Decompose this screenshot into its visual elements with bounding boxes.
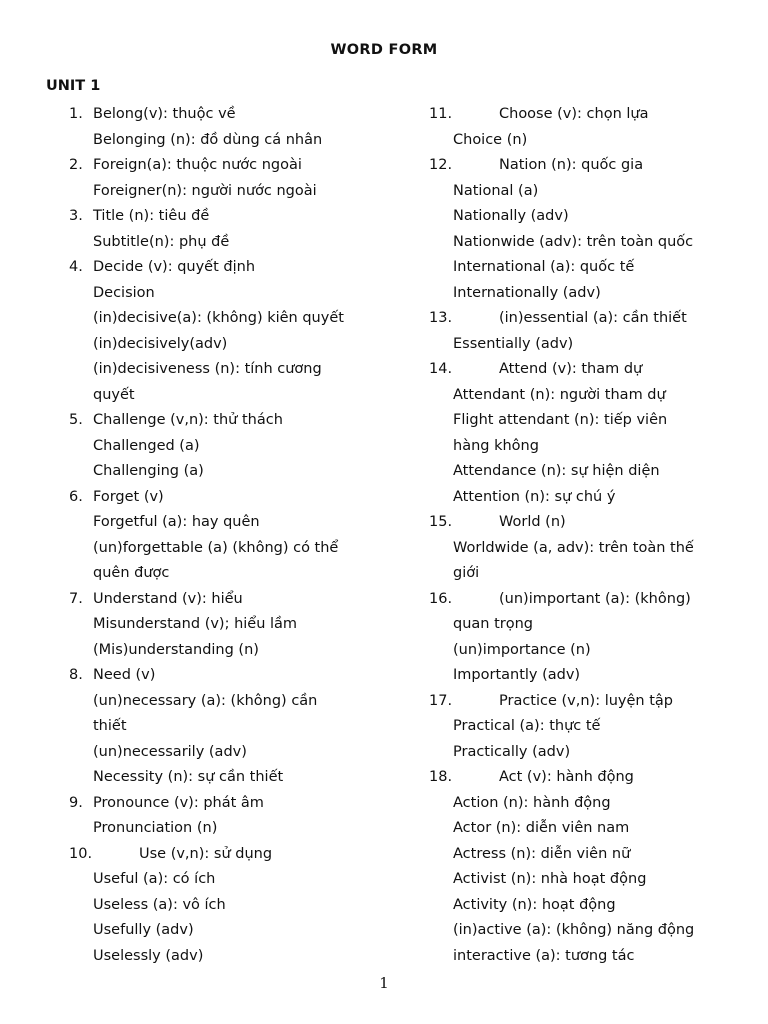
entry-text: International (a): quốc tế: [453, 259, 635, 275]
entry-text: Act (v): hành động: [499, 769, 634, 785]
entry-text: interactive (a): tương tác: [453, 947, 635, 964]
entry-text: Usefully (adv): [93, 922, 194, 938]
entry-line: [69, 357, 399, 383]
entry-line: [429, 944, 729, 970]
entry-number: 9.: [69, 794, 83, 811]
entry-line: [429, 255, 729, 281]
entry-text: Importantly (adv): [453, 667, 581, 683]
entry-text: Action (n): hành động: [453, 794, 611, 811]
entry-line: [69, 867, 399, 893]
entry-text: Attendance (n): sự hiện diện: [453, 463, 660, 479]
entry-number: 11.: [429, 106, 453, 122]
entry-text: (un)necessary (a): (không) cần: [93, 692, 318, 709]
entry-text: Challenging (a): [93, 463, 204, 479]
entry-text: Nation (n): quốc gia: [499, 157, 644, 173]
entry-line: [69, 944, 399, 970]
entry-line: [429, 918, 729, 944]
entry-text: Belonging (n): đồ dùng cá nhân: [93, 131, 323, 148]
entry-text: giới: [453, 565, 480, 581]
entry-line: [429, 485, 729, 511]
entry-text: Activist (n): nhà hoạt động: [453, 871, 647, 887]
entry-text: Forget (v): [93, 488, 164, 505]
entry-text: hàng không: [453, 437, 539, 454]
entry-text: Understand (v): hiểu: [93, 590, 243, 607]
entry-text: Useful (a): có ích: [93, 871, 216, 887]
entry-text: Choose (v): chọn lựa: [499, 106, 649, 122]
entry-number: 10.: [69, 845, 93, 862]
entry-line: [429, 867, 729, 893]
entry-text: Worldwide (a, adv): trên toàn thế: [453, 539, 694, 556]
entry-text: (un)forgettable (a) (không) có thể: [93, 539, 339, 556]
entry-line: [69, 714, 399, 740]
entry-line: [69, 740, 399, 766]
entry-number: 18.: [429, 769, 453, 785]
entry-line: [69, 510, 399, 536]
numbered-entry: [429, 102, 729, 128]
entry-text: Subtitle(n): phụ đề: [93, 233, 230, 250]
entry-text: quên được: [93, 565, 170, 581]
entry-number: 4.: [69, 259, 83, 275]
entry-number: 6.: [69, 488, 83, 505]
entry-line: [69, 561, 399, 587]
numbered-entry: [69, 791, 399, 817]
document-title: WORD FORM: [330, 42, 438, 58]
entry-number: 3.: [69, 208, 83, 224]
entry-number: 7.: [69, 590, 83, 607]
entry-text: Attention (n): sự chú ý: [453, 488, 616, 505]
numbered-entry: [69, 587, 399, 613]
entry-text: (in)essential (a): cần thiết: [499, 310, 687, 326]
entry-line: [429, 230, 729, 256]
entry-line: [69, 459, 399, 485]
page-number: 1: [379, 974, 389, 992]
entry-line: [69, 816, 399, 842]
entry-number: 1.: [69, 106, 83, 122]
entry-line: [69, 434, 399, 460]
entry-line: [429, 791, 729, 817]
entry-text: Belong(v): thuộc về: [93, 106, 236, 122]
entry-text: (un)importance (n): [453, 641, 591, 658]
entry-line: [429, 408, 729, 434]
right-column: [429, 102, 729, 969]
entry-line: [429, 893, 729, 919]
entry-text: Decide (v): quyết định: [93, 259, 256, 275]
numbered-entry: [69, 255, 399, 281]
entry-text: Practically (adv): [453, 743, 571, 760]
left-column: [69, 102, 399, 969]
entry-text: Flight attendant (n): tiếp viên: [453, 412, 668, 428]
entry-text: Foreigner(n): người nước ngoài: [93, 182, 317, 199]
entry-line: [69, 612, 399, 638]
entry-line: [429, 816, 729, 842]
entry-line: [429, 179, 729, 205]
entry-number: 2.: [69, 157, 83, 173]
entry-text: Necessity (n): sự cần thiết: [93, 769, 284, 785]
entry-number: 15.: [429, 514, 453, 530]
entry-text: (in)decisiveness (n): tính cương: [93, 361, 322, 377]
numbered-entry: [69, 408, 399, 434]
entry-line: [429, 383, 729, 409]
entry-text: Internationally (adv): [453, 284, 601, 301]
entry-line: [69, 179, 399, 205]
numbered-entry: [69, 485, 399, 511]
entry-number: 12.: [429, 157, 453, 173]
entry-text: (in)active (a): (không) năng động: [453, 922, 695, 938]
entry-line: [429, 204, 729, 230]
entry-text: Need (v): [93, 667, 156, 683]
entry-line: [69, 383, 399, 409]
numbered-entry: [69, 102, 399, 128]
entry-text: National (a): [453, 182, 539, 199]
entry-line: [69, 281, 399, 307]
entry-text: Actress (n): diễn viên nữ: [453, 845, 631, 862]
entry-text: World (n): [499, 514, 566, 530]
entry-text: Title (n): tiêu đề: [93, 208, 210, 224]
entry-text: Practical (a): thực tế: [453, 718, 601, 734]
entry-text: Uselessly (adv): [93, 947, 204, 964]
entry-line: [429, 842, 729, 868]
entry-line: [69, 918, 399, 944]
entry-text: Nationwide (adv): trên toàn quốc: [453, 233, 694, 250]
entry-line: [69, 536, 399, 562]
numbered-entry: [429, 153, 729, 179]
entry-text: Misunderstand (v); hiểu lầm: [93, 616, 298, 632]
entry-text: (un)important (a): (không): [499, 590, 691, 607]
entry-line: [69, 128, 399, 154]
entry-line: [69, 765, 399, 791]
entry-text: Choice (n): [453, 131, 528, 148]
entry-line: [429, 561, 729, 587]
entry-text: Challenge (v,n): thử thách: [93, 412, 283, 428]
entry-line: [429, 536, 729, 562]
entry-number: 5.: [69, 412, 83, 428]
entry-line: [429, 459, 729, 485]
entry-line: [429, 612, 729, 638]
entry-line: [69, 893, 399, 919]
entry-text: Pronunciation (n): [93, 820, 218, 836]
entry-line: [429, 434, 729, 460]
numbered-entry: [429, 306, 729, 332]
entry-number: 14.: [429, 361, 453, 377]
entry-text: Activity (n): hoạt động: [453, 896, 616, 913]
entry-text: Pronounce (v): phát âm: [93, 794, 264, 811]
numbered-entry: [429, 765, 729, 791]
entry-text: Use (v,n): sử dụng: [139, 845, 273, 862]
entry-text: (Mis)understanding (n): [93, 641, 259, 658]
entry-text: Foreign(a): thuộc nước ngoài: [93, 157, 302, 173]
entry-text: (in)decisive(a): (không) kiên quyết: [93, 310, 344, 326]
entry-number: 13.: [429, 310, 453, 326]
entry-text: thiết: [93, 718, 127, 734]
entry-line: [429, 663, 729, 689]
entry-line: [69, 638, 399, 664]
entry-text: Practice (v,n): luyện tập: [499, 692, 674, 709]
entry-text: Useless (a): vô ích: [93, 896, 226, 913]
numbered-entry: [69, 663, 399, 689]
entry-text: quyết: [93, 386, 135, 403]
entry-text: Attendant (n): người tham dự: [453, 386, 666, 403]
entry-text: Actor (n): diễn viên nam: [453, 820, 630, 836]
entry-text: Essentially (adv): [453, 335, 574, 352]
entry-text: Decision: [93, 284, 155, 301]
numbered-entry: [429, 689, 729, 715]
numbered-entry: [429, 587, 729, 613]
entry-line: [429, 281, 729, 307]
entry-text: quan trọng: [453, 616, 533, 632]
numbered-entry: [429, 510, 729, 536]
numbered-entry: [69, 153, 399, 179]
entry-line: [429, 714, 729, 740]
entry-text: Nationally (adv): [453, 208, 569, 224]
entry-text: (in)decisively(adv): [93, 335, 228, 352]
entry-line: [69, 230, 399, 256]
entry-line: [69, 332, 399, 358]
entry-number: 8.: [69, 667, 83, 683]
entry-text: Attend (v): tham dự: [499, 361, 643, 377]
entry-line: [429, 332, 729, 358]
entry-text: Challenged (a): [93, 437, 200, 454]
numbered-entry: [69, 204, 399, 230]
entry-line: [69, 689, 399, 715]
entry-line: [69, 306, 399, 332]
unit-heading: UNIT 1: [46, 78, 101, 94]
entry-line: [429, 638, 729, 664]
entry-text: Forgetful (a): hay quên: [93, 514, 260, 530]
entry-number: 16.: [429, 590, 453, 607]
entry-line: [429, 128, 729, 154]
entry-line: [429, 740, 729, 766]
entry-number: 17.: [429, 692, 453, 709]
entry-text: (un)necessarily (adv): [93, 743, 247, 760]
numbered-entry: [69, 842, 399, 868]
numbered-entry: [429, 357, 729, 383]
